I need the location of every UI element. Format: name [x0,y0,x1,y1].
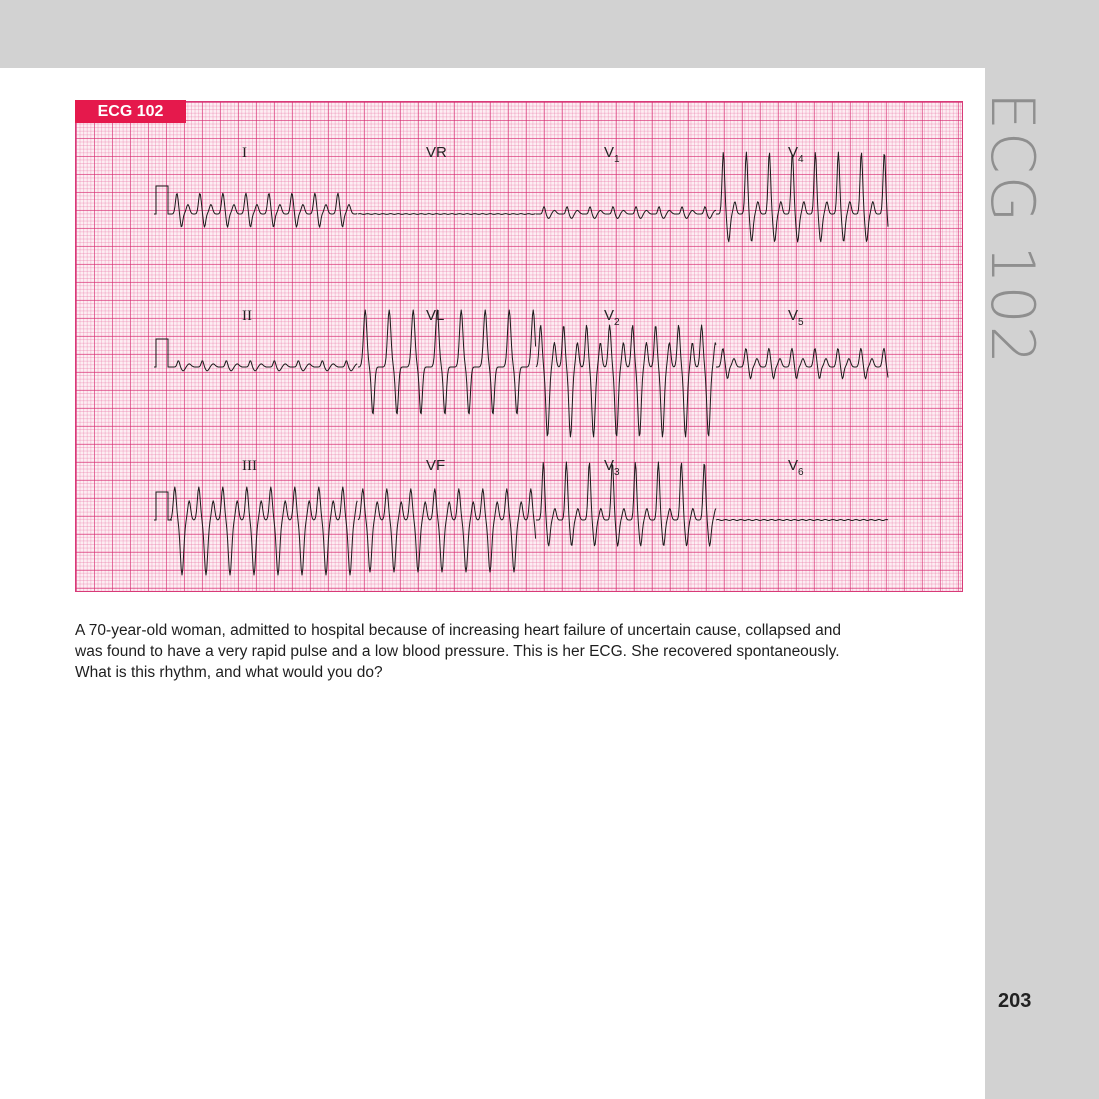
ecg-trace [358,310,536,414]
lead-label: $V_1$ [604,144,620,165]
ecg-strip [75,101,963,592]
ecg-trace [536,462,716,546]
lead-label: VF [426,457,446,474]
ecg-trace [358,489,536,572]
ecg-trace [170,487,357,575]
ecg-trace [716,520,888,521]
calibration-pulse [154,339,172,367]
lead-label: $V_4$ [788,144,804,165]
lead-label: $V_6$ [788,457,804,478]
lead-label: $V_2$ [604,307,620,328]
ecg-trace [716,152,888,242]
top-band [0,0,1099,68]
case-line: A 70-year-old woman, admitted to hospital because of increasing heart failure of uncertain cause, collapsed and [75,622,841,639]
page-number: 203 [998,990,1032,1012]
calibration-pulse [154,492,172,520]
lead-label: VL [426,307,445,324]
ecg-traces [76,102,964,593]
lead-label: II [242,308,252,324]
ecg-trace [358,214,536,215]
case-line: What is this rhythm, and what would you do? [75,664,383,681]
lead-label: VR [426,144,447,161]
ecg-badge: ECG 102 [75,100,186,123]
side-title: ECG 102 [977,92,1047,366]
lead-label: I [242,145,247,161]
lead-label: $V_3$ [604,457,620,478]
calibration-pulse [154,186,172,214]
lead-label: III [242,458,257,474]
lead-label: $V_5$ [788,307,804,328]
ecg-trace [170,361,357,371]
ecg-trace [170,193,357,227]
case-description [75,620,975,683]
ecg-trace [536,325,716,437]
ecg-trace [536,207,716,219]
case-line: was found to have a very rapid pulse and a low blood pressure. This is her ECG. She recovered spontaneously. [75,643,840,660]
ecg-trace [716,348,888,378]
